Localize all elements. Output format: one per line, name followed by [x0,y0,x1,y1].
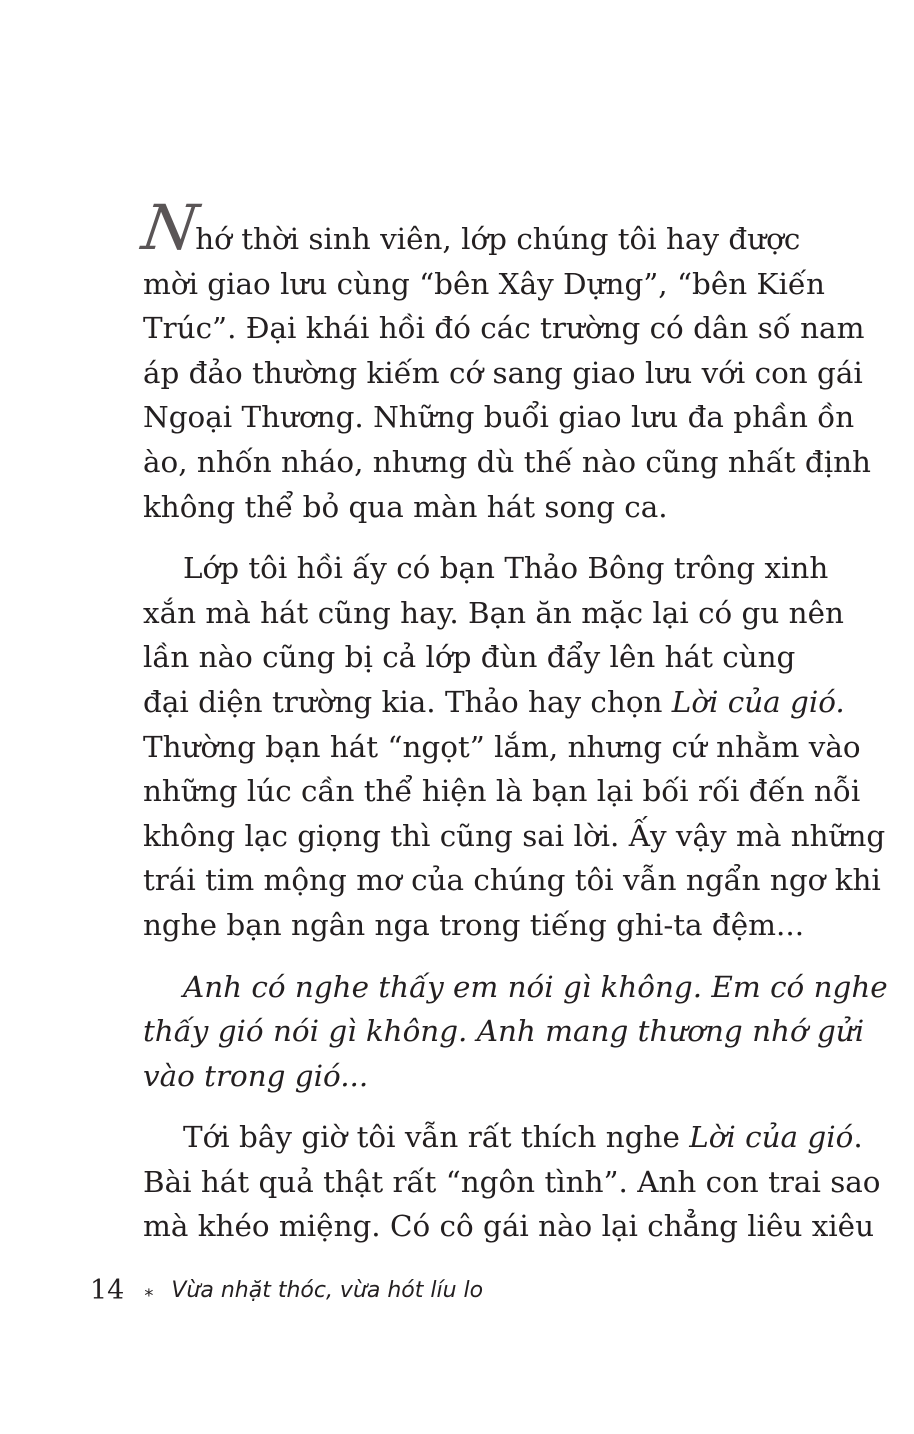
lyric-line: thấy gió nói gì không. Anh mang thương nhớ gửi [143,1014,865,1049]
text-line: những lúc cần thể hiện là bạn lại bối rối đến nỗi [143,774,861,809]
text-line: hớ thời sinh viên, lớp chúng tôi hay được [195,222,801,256]
text-line: mời giao lưu cùng “bên Xây Dựng”, “bên Kiến [143,266,825,301]
text-line: không thể bỏ qua màn hát song ca. [143,489,668,524]
page-number: 14 [90,1274,125,1306]
asterisk-icon: ⁎ [144,1279,154,1301]
paragraph-4 [143,1115,881,1249]
lyric-line: Anh có nghe thấy em nói gì không. Em có nghe [183,969,888,1004]
text-line: không lạc giọng thì cũng sai lời. Ấy vậy mà những [143,818,886,853]
running-title: Vừa nhặt thóc, vừa hót líu lo [171,1277,484,1303]
dropcap-letter: N [137,191,197,264]
text-line: ào, nhốn nháo, nhưng dù thế nào cũng nhất định [143,444,871,479]
text-line: mà khéo miệng. Có cô gái nào lại chẳng liêu xiêu [143,1209,875,1244]
page-footer [90,1270,483,1310]
text-line: trái tim mộng mơ của chúng tôi vẫn ngẩn ngơ khi [143,863,881,898]
lyric-line: vào trong gió... [143,1058,369,1093]
text-line: Lớp tôi hồi ấy có bạn Thảo Bông trông xinh [183,551,829,586]
text-line: Thường bạn hát “ngọt” lắm, nhưng cứ nhằm vào [143,729,861,764]
paragraph-1 [137,191,871,529]
page-body [137,191,888,1249]
song-title: Lời của gió [689,1120,854,1155]
text-line: Tới bây giờ tôi vẫn rất thích nghe [183,1120,680,1155]
text-line: xắn mà hát cũng hay. Bạn ăn mặc lại có gu nên [143,595,844,630]
period: . [853,1120,863,1155]
text-line: lần nào cũng bị cả lớp đùn đẩy lên hát cùng [143,640,796,675]
text-line: nghe bạn ngân nga trong tiếng ghi-ta đệm... [143,907,805,942]
text-line: Bài hát quả thật rất “ngôn tình”. Anh con trai sao [143,1164,881,1199]
song-title: Lời của gió. [671,684,845,719]
paragraph-2 [143,546,886,947]
text-line: Ngoại Thương. Những buổi giao lưu đa phần ồn [143,400,855,435]
text-line: áp đảo thường kiếm cớ sang giao lưu với con gái [143,355,863,390]
paragraph-3-lyrics [143,965,888,1099]
text-line: đại diện trường kia. Thảo hay chọn [143,684,663,719]
text-line: Trúc”. Đại khái hồi đó các trường có dân số nam [143,311,865,346]
